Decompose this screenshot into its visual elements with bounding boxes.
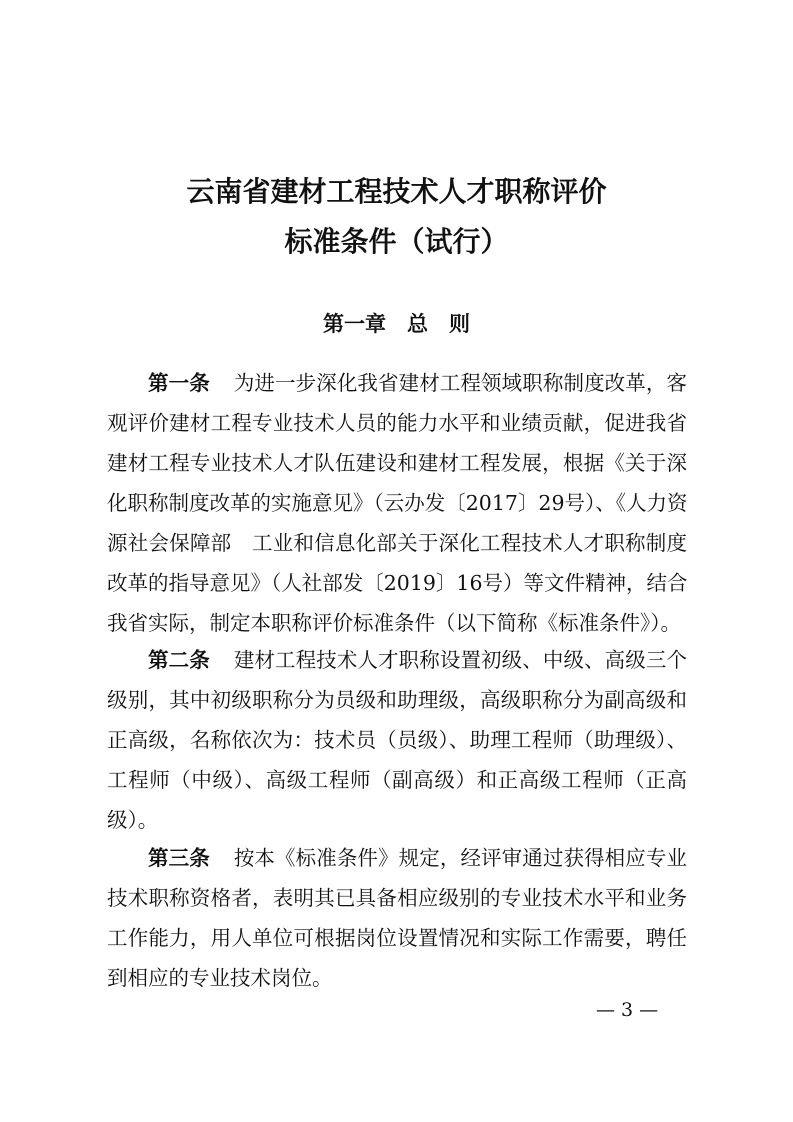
article-text: 为进一步深化我省建材工程领域职称制度改革，客 bbox=[233, 371, 687, 395]
article-line: 级）。 bbox=[107, 808, 159, 832]
page-number: — 3 — bbox=[596, 999, 659, 1021]
article-line: 工程师（中级）、高级工程师（副高级）和正高级工程师（正高 bbox=[107, 768, 687, 792]
article-text: 按本《标准条件》规定，经评审通过获得相应专业 bbox=[233, 846, 687, 870]
article-3 bbox=[107, 838, 687, 998]
article-text: 建材工程技术人才职称设置初级、中级、高级三个 bbox=[233, 648, 687, 672]
article-1 bbox=[107, 363, 687, 643]
article-label: 第三条 bbox=[148, 846, 210, 870]
article-line: 技术职称资格者，表明其已具备相应级别的专业技术水平和业务 bbox=[107, 886, 687, 910]
article-line: 到相应的专业技术岗位。 bbox=[107, 966, 333, 990]
article-line bbox=[107, 640, 687, 680]
article-line: 建材工程专业技术人才队伍建设和建材工程发展，根据《关于深 bbox=[107, 451, 687, 475]
document-title-line-1: 云南省建材工程技术人才职称评价 bbox=[186, 175, 607, 208]
chapter-heading: 第一章 总 则 bbox=[323, 312, 470, 336]
article-line: 级别，其中初级职称分为员级和助理级，高级职称分为副高级和 bbox=[107, 688, 687, 712]
article-line: 工作能力，用人单位可根据岗位设置情况和实际工作需要，聘任 bbox=[107, 926, 687, 950]
article-2 bbox=[107, 640, 687, 840]
article-line bbox=[107, 838, 687, 878]
article-line: 观评价建材工程专业技术人员的能力水平和业绩贡献，促进我省 bbox=[107, 411, 687, 435]
article-line: 我省实际，制定本职称评价标准条件（以下简称《标准条件》）。 bbox=[107, 611, 681, 635]
article-label: 第二条 bbox=[148, 648, 210, 672]
article-label: 第一条 bbox=[148, 371, 210, 395]
article-line bbox=[107, 363, 687, 403]
article-line: 源社会保障部 工业和信息化部关于深化工程技术人才职称制度 bbox=[107, 531, 687, 555]
article-line: 正高级，名称依次为：技术员（员级）、助理工程师（助理级）、 bbox=[107, 728, 687, 752]
article-line: 化职称制度改革的实施意见》（云办发〔2017〕29号）、《人力资 bbox=[107, 491, 688, 515]
article-line: 改革的指导意见》（人社部发〔2019〕16号）等文件精神，结合 bbox=[107, 571, 688, 595]
document-title-line-2: 标准条件（试行） bbox=[284, 225, 509, 258]
